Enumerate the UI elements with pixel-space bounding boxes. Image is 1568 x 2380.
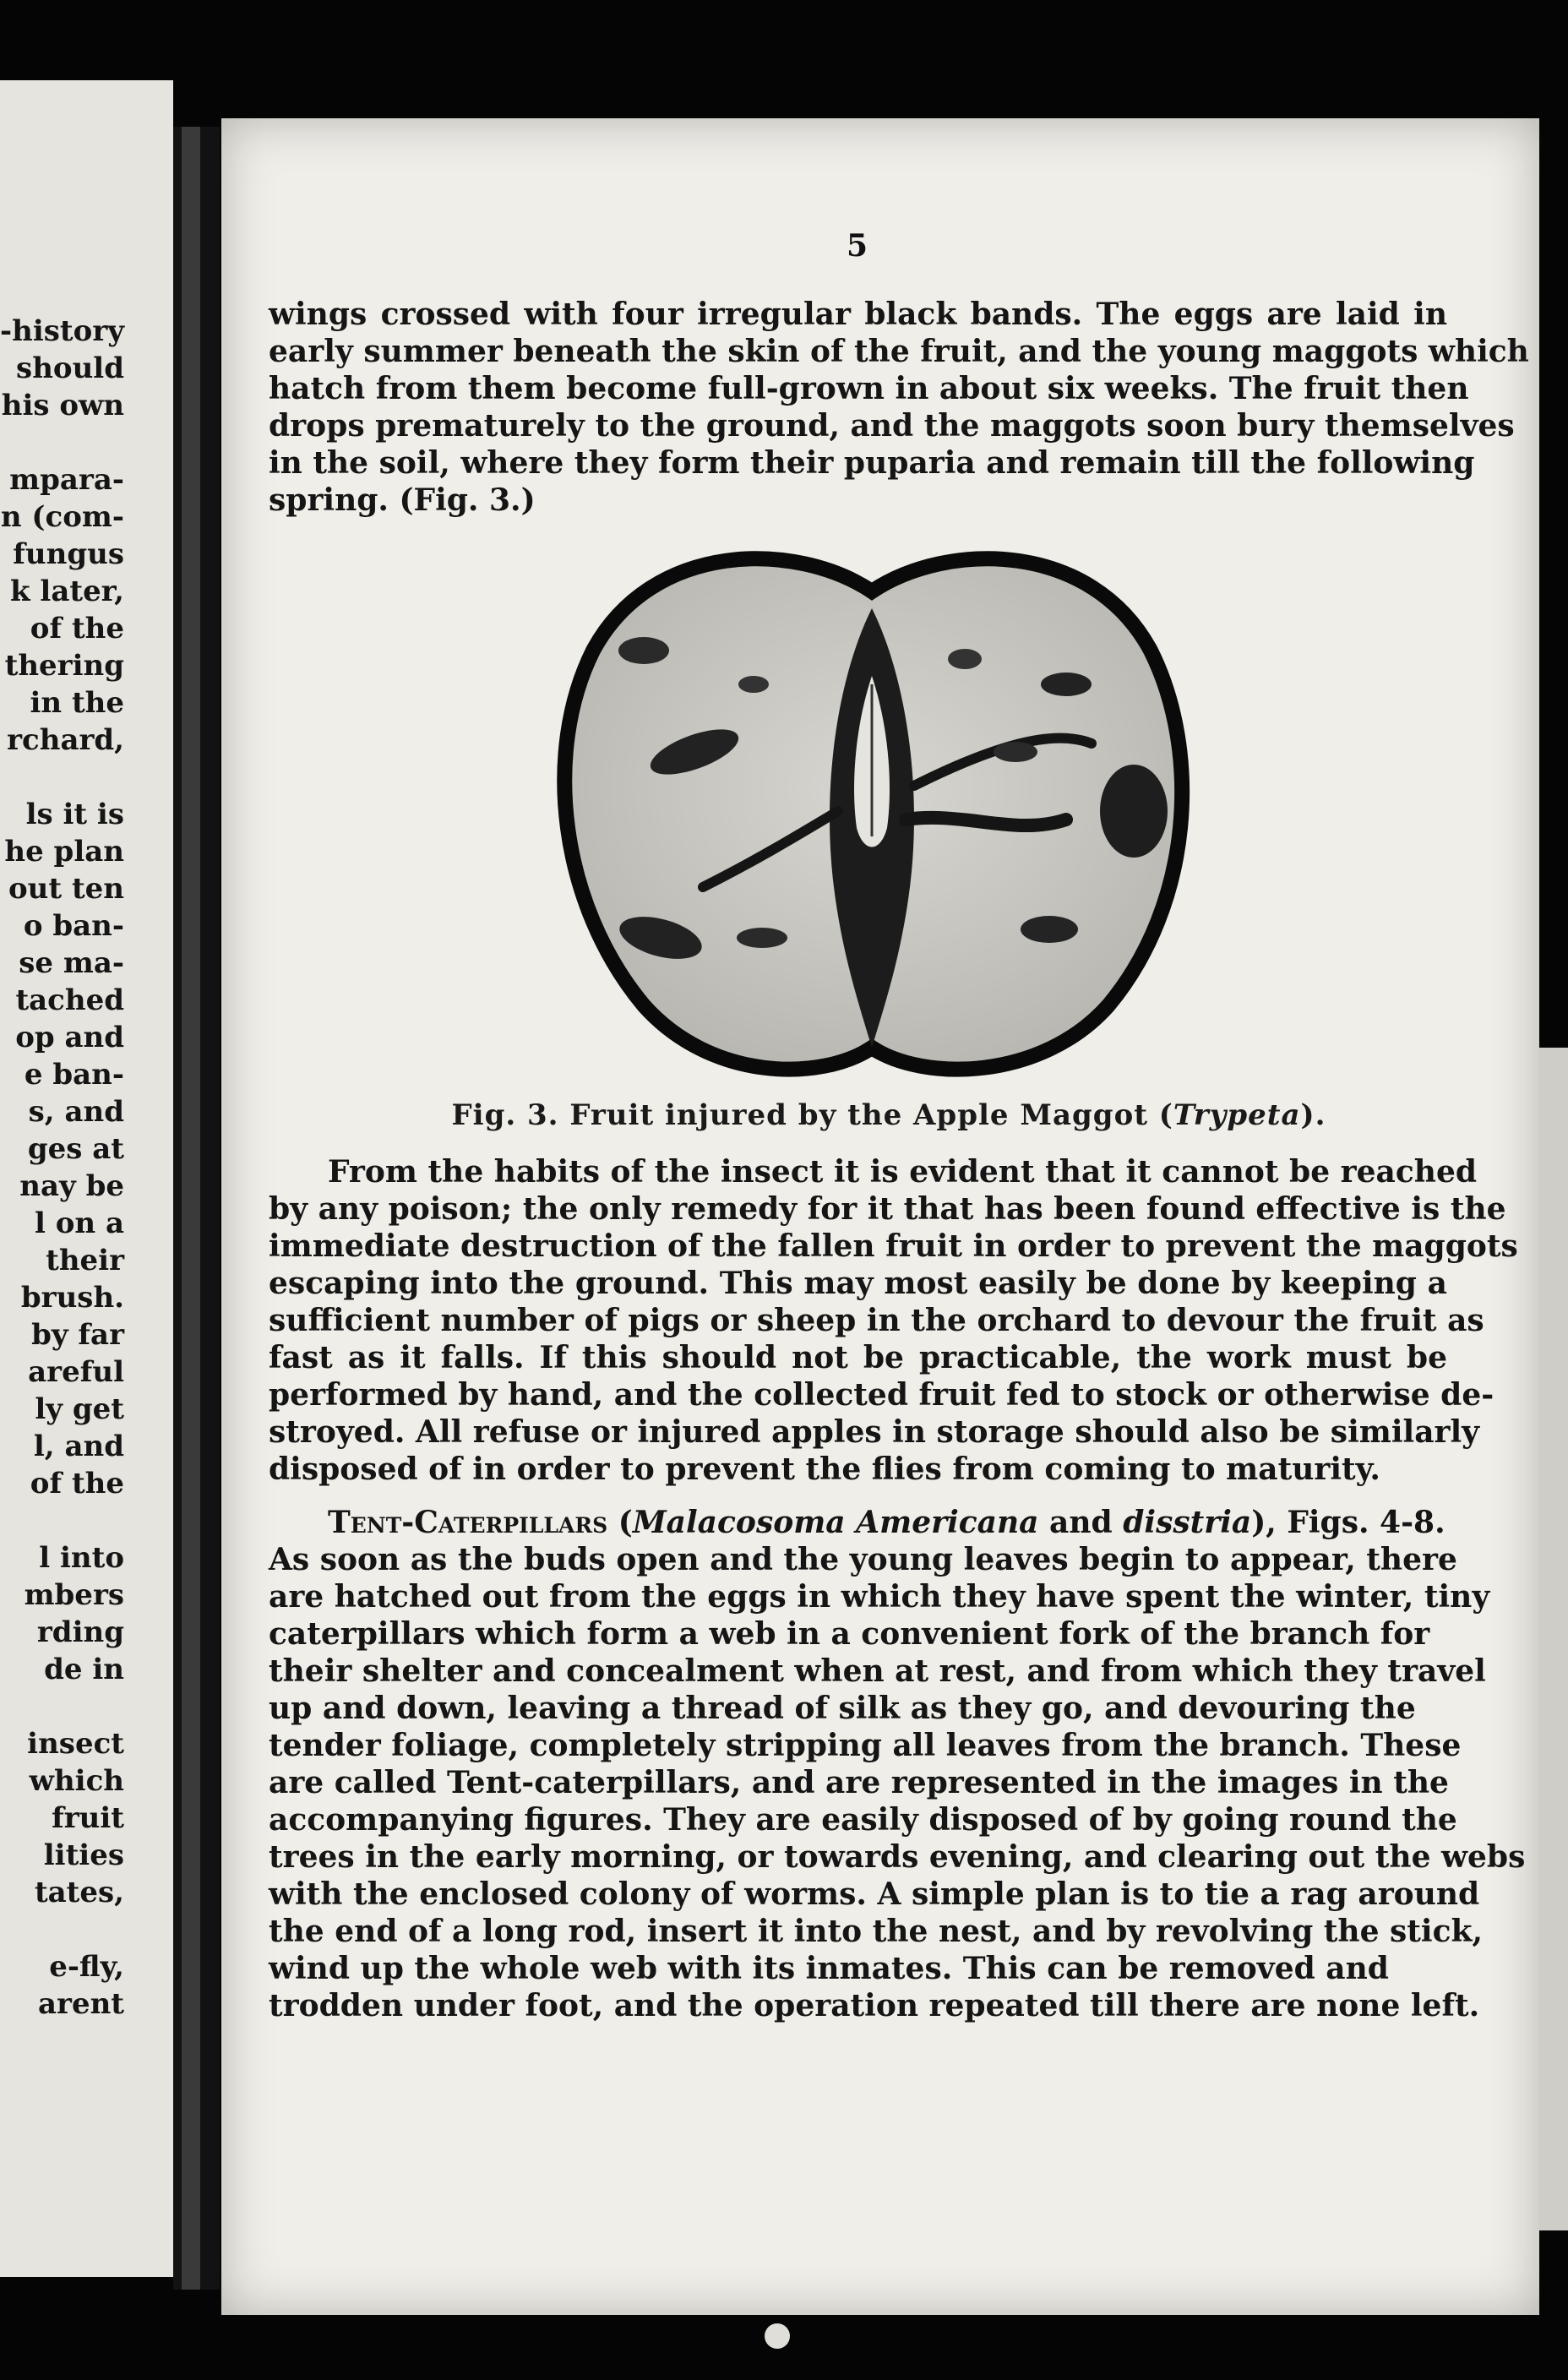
page-number: 5 (847, 228, 868, 264)
text-line: performed by hand, and the collected fruit fed to stock or otherwise de- (269, 1377, 1494, 1413)
scan-blot (765, 2323, 790, 2349)
left-page-line: arent (38, 1987, 124, 2021)
left-page-line: e ban- (24, 1058, 124, 1092)
species-name-2: disstria (1123, 1505, 1252, 1540)
left-page-line: nay be (19, 1169, 124, 1203)
left-page-line: o ban- (23, 909, 124, 943)
book-page (221, 118, 1539, 2315)
page-edge (1539, 1048, 1568, 2230)
left-page-line: se ma- (19, 946, 124, 980)
paragraph-remedy (269, 1153, 1518, 1488)
left-page-line: n (com- (0, 500, 124, 534)
left-page-line: lities (43, 1838, 124, 1872)
left-page-line: brush. (20, 1281, 124, 1315)
text-line: early summer beneath the skin of the fruit, and the young maggots which (269, 334, 1529, 369)
left-page-line: he plan (4, 835, 124, 869)
text-line: trees in the early morning, or towards evening, and clearing out the webs (269, 1839, 1526, 1875)
left-page-line: de in (44, 1653, 124, 1686)
text-line: escaping into the ground. This may most easily be done by keeping a (269, 1266, 1447, 1301)
text-line: in the soil, where they form their puparia and remain till the following (269, 445, 1475, 481)
figure-apple-cross-section (542, 532, 1201, 1090)
left-page-line: by far (31, 1318, 124, 1352)
left-page-line: insect (27, 1727, 124, 1761)
text-line: From the habits of the insect it is evident that it cannot be reached (328, 1154, 1478, 1190)
left-page-line: k later, (10, 575, 124, 608)
text-line: trodden under foot, and the operation repeated till there are none left. (269, 1988, 1480, 2023)
text-line: are hatched out from the eggs in which they have spent the winter, tiny (269, 1579, 1490, 1615)
gutter-shadow (182, 127, 200, 2290)
text-line: the end of a long rod, insert it into the nest, and by revolving the stick, (269, 1914, 1483, 1949)
text-line: immediate destruction of the fallen fruit in order to prevent the maggots (269, 1228, 1518, 1264)
left-page-line: of the (30, 612, 124, 645)
left-page-line: e-fly, (49, 1950, 124, 1984)
left-page-line: mpara- (9, 463, 124, 497)
caption-text: Fig. 3. Fruit injured by the Apple Maggot ( (451, 1098, 1173, 1132)
paragraph-tent-caterpillars (269, 1504, 1526, 2024)
caption-suffix: ). (1300, 1098, 1326, 1132)
text-line: their shelter and concealment when at rest, and from which they travel (269, 1653, 1486, 1689)
maggot-tunnel (906, 818, 1066, 825)
left-page-line: in the (30, 686, 124, 720)
left-page-line: of the (30, 1467, 124, 1500)
text-line: wind up the whole web with its inmates. This can be removed and (269, 1951, 1389, 1986)
left-page-line: thering (4, 649, 124, 683)
text-line: sufficient number of pigs or sheep in the orchard to devour the fruit as (269, 1303, 1484, 1338)
figure-reference: ), Figs. 4-8. (1251, 1505, 1446, 1540)
left-page-line: should (16, 351, 124, 385)
heading-punctuation: ( (607, 1505, 633, 1540)
paragraph-apple-maggot (269, 296, 1529, 519)
caption-italic: Trypeta (1173, 1098, 1301, 1132)
text-line: by any poison; the only remedy for it that has been found effective is the (269, 1191, 1506, 1227)
left-page-line: their (46, 1244, 124, 1277)
text-line: wings crossed with four irregular black bands. The eggs are laid in (269, 297, 1447, 332)
figure-caption (424, 1098, 1353, 1132)
text-line: accompanying figures. They are easily disposed of by going round the (269, 1802, 1457, 1838)
left-page-line: areful (28, 1355, 124, 1389)
text-line: spring. (Fig. 3.) (269, 482, 536, 518)
left-page-line: his own (1, 389, 124, 422)
left-facing-page (0, 80, 173, 2277)
left-page-line: out ten (8, 872, 124, 906)
text-line: are called Tent-caterpillars, and are represented in the images in the (269, 1765, 1449, 1800)
text-line: tender foliage, completely stripping all leaves from the branch. These (269, 1728, 1462, 1763)
left-page-line: tached (15, 983, 124, 1017)
left-page-line: rchard, (7, 723, 124, 757)
text-line: As soon as the buds open and the young leaves begin to appear, there (269, 1542, 1457, 1577)
left-page-line: rding (36, 1615, 124, 1649)
section-heading: Tent-Caterpillars (328, 1505, 608, 1540)
heading-conjunction: and (1038, 1505, 1124, 1540)
text-line: with the enclosed colony of worms. A simple plan is to tie a rag around (269, 1876, 1480, 1912)
left-page-line: fruit (52, 1801, 124, 1835)
left-page-line: ly get (35, 1392, 124, 1426)
text-line: stroyed. All refuse or injured apples in storage should also be similarly (269, 1414, 1480, 1450)
text-line: fast as it falls. If this should not be practicable, the work must be (269, 1340, 1447, 1375)
text-line: drops prematurely to the ground, and the maggots soon bury themselves (269, 408, 1515, 444)
text-line: caterpillars which form a web in a convenient fork of the branch for (269, 1616, 1430, 1652)
left-page-line: fungus (13, 537, 124, 571)
left-page-line: ls it is (25, 798, 124, 831)
left-page-line: ges at (27, 1132, 124, 1166)
left-page-line: mbers (24, 1578, 124, 1612)
left-page-line: l, and (33, 1430, 124, 1463)
species-name: Malacosoma Americana (632, 1505, 1039, 1540)
left-page-line: tates, (34, 1876, 124, 1909)
left-page-line: s, and (28, 1095, 124, 1129)
left-page-line: l into (39, 1541, 124, 1575)
left-page-line: which (29, 1764, 124, 1798)
text-line: hatch from them become full-grown in about six weeks. The fruit then (269, 371, 1469, 406)
tent-caterpillars-heading-line (269, 1504, 1447, 1541)
text-line: up and down, leaving a thread of silk as they go, and devouring the (269, 1691, 1416, 1726)
left-page-line: -history (0, 314, 124, 348)
left-page-line: l on a (34, 1206, 124, 1240)
text-line: disposed of in order to prevent the flies from coming to maturity. (269, 1451, 1380, 1487)
left-page-line: op and (15, 1021, 124, 1054)
